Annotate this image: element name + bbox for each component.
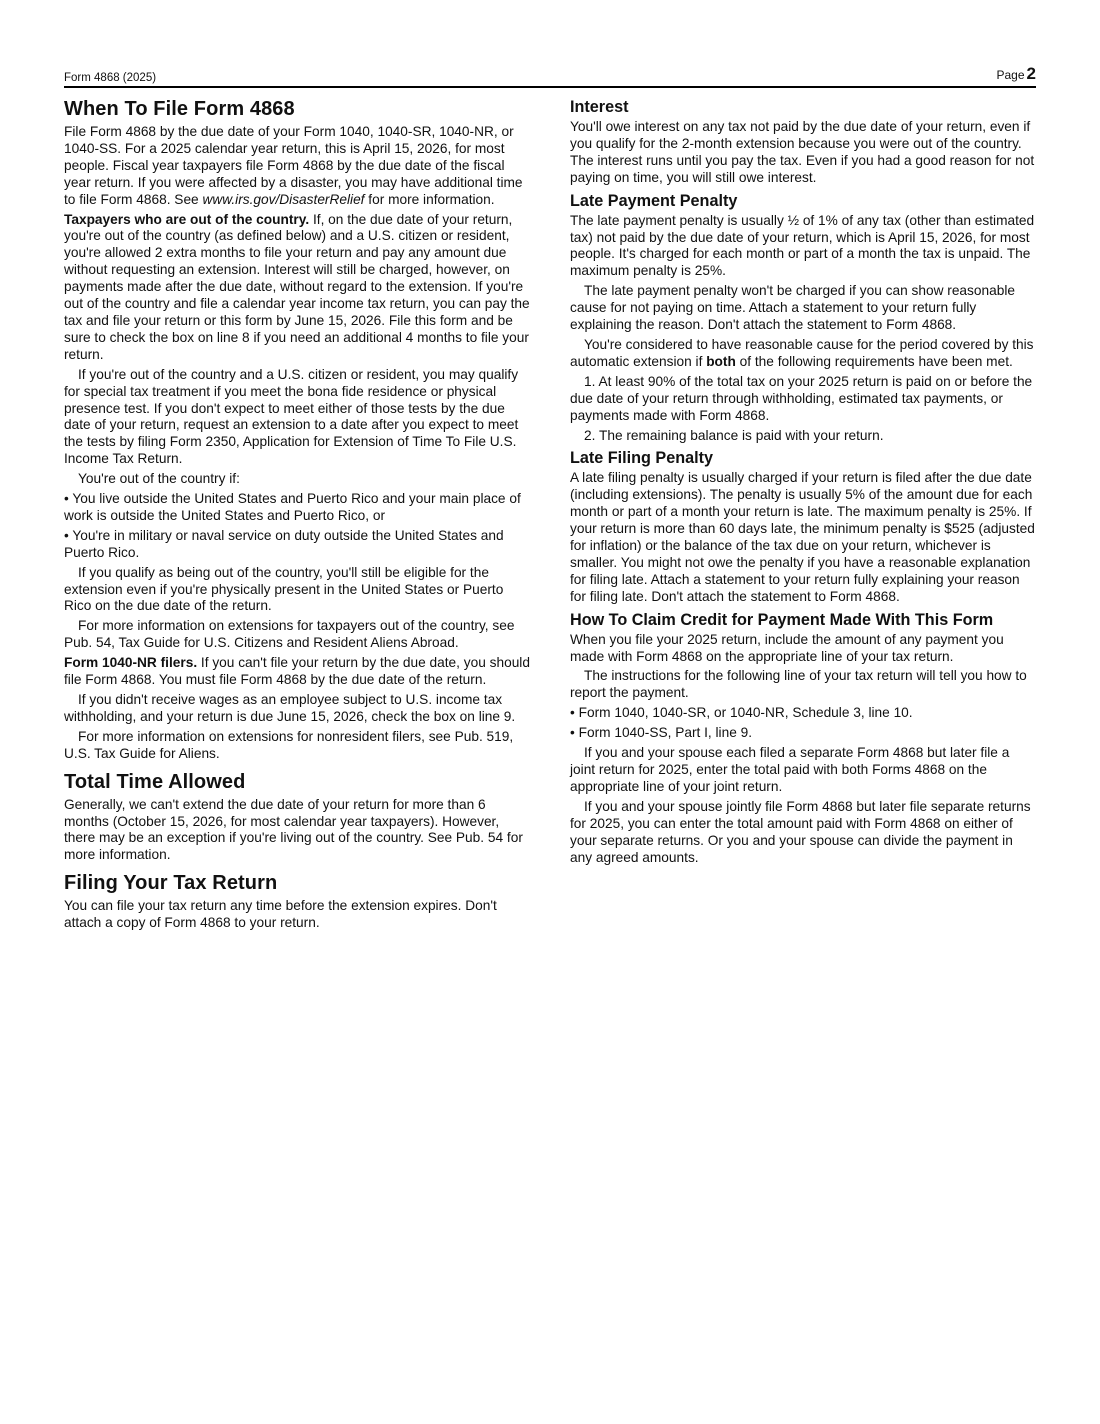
emphasis-both: both — [706, 353, 736, 369]
right-column — [570, 98, 1036, 935]
page-number: 2 — [1026, 64, 1036, 83]
claim-credit-paragraph: When you file your 2025 return, include the amount of any payment you made with Form 4868 on the appropriate line of your tax return. — [570, 631, 1004, 664]
pub519-paragraph: For more information on extensions for nonresident filers, see Pub. 519, U.S. Tax Guide for Aliens. — [64, 728, 514, 761]
requirement-item-1: 1. At least 90% of the total tax on your 2025 return is paid on or before the due date of your return through withholding, estimated tax payments, or payments made with Form 4868. — [570, 373, 1033, 423]
heading-interest: Interest — [570, 98, 629, 116]
out-of-country-if-paragraph: You're out of the country if: — [78, 471, 240, 487]
interest-paragraph: You'll owe interest on any tax not paid by the due date of your return, even if you qualify for the 2-month extension because you were out of the country. The interest runs until you pay the tax. Even if you had a good reason for not paying on time, you will still owe interest. — [570, 119, 1035, 185]
heading-when-to-file: When To File Form 4868 — [64, 98, 295, 120]
pub54-paragraph: For more information on extensions for taxpayers out of the country, see Pub. 54, Tax Guide for U.S. Citizens and Resident Aliens Abroad. — [64, 618, 515, 651]
two-column-body — [64, 98, 1036, 935]
left-column — [64, 98, 530, 935]
runin-out-of-country: Taxpayers who are out of the country. — [64, 211, 310, 227]
bullet-schedule3: • Form 1040, 1040-SR, or 1040-NR, Schedule 3, line 10. — [570, 705, 913, 721]
late-payment-paragraph: The late payment penalty is usually ½ of 1% of any tax (other than estimated tax) not paid by the due date of your return, which is April 15, 2026, for most people. It's charged for each month or part of a month the tax is unpaid. The maximum penalty is 25%. — [570, 212, 1035, 279]
reasonable-cause-paragraph: The late payment penalty won't be charged if you can show reasonable cause for not paying on time. Attach a statement to your return fully explaining the reason. Don't attach the statement to Form 4868. — [570, 283, 1015, 333]
when-to-file-paragraph: File Form 4868 by the due date of your Form 1040, 1040-SR, 1040-NR, or 1040-SS. For a 2025 calendar year return, this is April 15, 2026, for most people. Fiscal year taxpayers file Form 4868 by the due date of the fiscal year return. If you were affected by a disaster, you may have additional time to file Form 4868. See www.irs.gov/DisasterRelief for more information. — [64, 124, 523, 207]
heading-late-payment: Late Payment Penalty — [570, 191, 738, 210]
heading-total-time: Total Time Allowed — [64, 770, 246, 793]
out-of-country-paragraph: Taxpayers who are out of the country. If, on the due date of your return, you're out of the country (as defined below) and a U.S. citizen or resident, you're allowed 2 extra months to file your return and pay any amount due without requesting an extension. Interest will still be charged, however, on payments made after the due date, without regard to the extension. If you're out of the country and file a calendar year income tax return, you can pay the tax and file your return or this form by June 15, 2026. File this form and be sure to check the box on line 8 if you need an additional 4 months to file your return. — [64, 211, 530, 362]
physically-present-paragraph: If you qualify as being out of the country, you'll still be eligible for the extension even if you're physically present in the United States or Puerto Rico on the due date of the return. — [64, 564, 504, 614]
late-filing-paragraph: A late filing penalty is usually charged if your return is filed after the due date (including extensions). The penalty is usually 5% of the amount due for each month or part of a month your return is late. The maximum penalty is 25%. If your return is more than 60 days late, the minimum penalty is $525 (adjusted for inflation) or the balance of the tax due on your return, whichever is smaller. You might not owe the penalty if you have a reasonable explanation for filing late. Attach a statement to your return fully explaining your reason for filing late. Don't attach the statement to Form 4868. — [570, 470, 1035, 604]
separate-returns-paragraph: If you and your spouse jointly file Form 4868 but later file separate returns for 2025, you can enter the total amount paid with Form 4868 on either of your separate returns. Or you and your spouse can divide the payment in any agreed amounts. — [570, 798, 1031, 865]
heading-filing-return: Filing Your Tax Return — [64, 872, 278, 895]
instructions-paragraph: The instructions for the following line of your tax return will tell you how to report the payment. — [570, 668, 1027, 701]
requirements-paragraph: You're considered to have reasonable cause for the period covered by this automatic extension if both of the following requirements have been met. — [570, 336, 1034, 369]
form-page — [64, 62, 1036, 935]
form-identifier: Form 4868 (2025) — [64, 72, 157, 84]
requirement-item-2: 2. The remaining balance is paid with your return. — [584, 427, 884, 443]
total-time-paragraph: Generally, we can't extend the due date of your return for more than 6 months (October 15, 2026, for most calendar year taxpayers). However, there may be an exception if you're living out of the country. See Pub. 54 for more information. — [64, 796, 523, 863]
filing-return-paragraph: You can file your tax return any time before the extension expires. Don't attach a copy of Form 4868 to your return. — [64, 898, 497, 931]
page-number-label — [997, 64, 1037, 84]
heading-late-filing: Late Filing Penalty — [570, 449, 714, 468]
disaster-relief-link: www.irs.gov/DisasterRelief — [202, 191, 365, 207]
special-tax-treatment-paragraph: If you're out of the country and a U.S. citizen or resident, you may qualify for special tax treatment if you meet the bona fide residence or physical presence test. If you don't expect to meet either of those tests by the due date of your return, request an extension to a date after you expect to meet the tests by filing Form 2350, Application for Extension of Time To File U.S. Income Tax Return. — [64, 366, 519, 467]
runin-1040nr: Form 1040-NR filers. — [64, 655, 198, 671]
bullet-1040ss: • Form 1040-SS, Part I, line 9. — [570, 725, 753, 741]
heading-claim-credit: How To Claim Credit for Payment Made With This Form — [570, 610, 994, 629]
page-word: Page — [996, 68, 1025, 82]
joint-return-paragraph: If you and your spouse each filed a separate Form 4868 but later file a joint return for 2025, enter the total paid with both Forms 4868 on the appropriate line of your joint return. — [570, 745, 1010, 794]
bullet-live-outside: • You live outside the United States and Puerto Rico and your main place of work is outside the United States and Puerto Rico, or — [64, 491, 521, 523]
page-header — [64, 62, 1036, 88]
form-1040nr-paragraph: Form 1040-NR filers. If you can't file your return by the due date, you should file Form 4868. You must file Form 4868 by the due date of the return. — [64, 655, 530, 688]
bullet-military-service: • You're in military or naval service on duty outside the United States and Puerto Rico. — [64, 527, 504, 560]
no-wages-paragraph: If you didn't receive wages as an employee subject to U.S. income tax withholding, and your return is due June 15, 2026, check the box on line 9. — [64, 692, 516, 724]
